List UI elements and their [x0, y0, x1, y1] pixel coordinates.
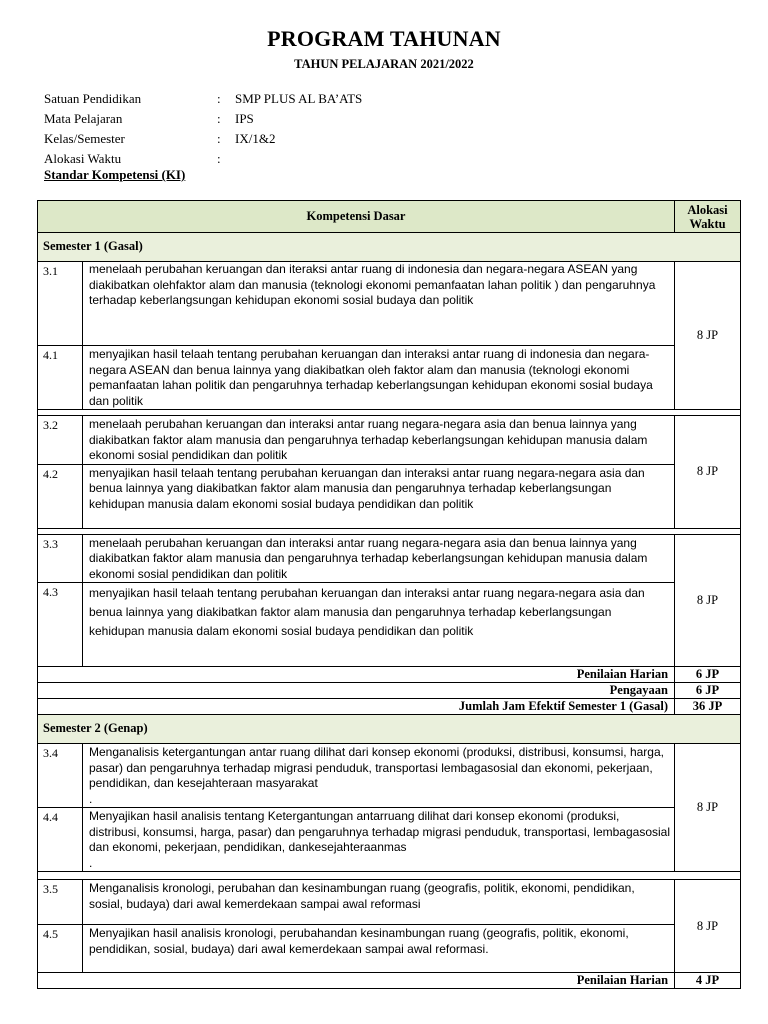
kd-number: 3.5 [38, 880, 83, 925]
summary-row [38, 683, 741, 699]
kd-text: menelaah perubahan keruangan dan interaksi antar ruang negara-negara asia dan benua lainnya yang diakibatkan faktor alam manusia dan pengaruhnya terhadap keberlangsungan kehidupan manusia dalam ekonomi sosial pendidikan dan politik [83, 416, 675, 465]
kd-text: menyajikan hasil telaah tentang perubahan keruangan dan interaksi antar ruang di indonesia dan negara-negara ASEAN dan benua lainnya yang diakibatkan oleh faktor alam dan manusia (teknologi ekonomi pemanfaatan lahan politik dan pengaruhnya terhadap keberlangsungan kehidupan ekonomi sosial budaya dan politik [83, 346, 675, 410]
info-label: Alokasi Waktu [44, 151, 122, 166]
kd-text: menyajikan hasil telaah tentang perubahan keruangan dan interaksi antar ruang negara-negara asia dan benua lainnya yang diakibatkan faktor alam manusia dan pengaruhnya terhadap keberlangsungan kehidupan manusia dalam ekonomi sosial budaya pendidikan dan politik [83, 464, 675, 528]
summary-row [38, 973, 741, 989]
kd-number: 3.1 [38, 262, 83, 346]
kd-text-cell [83, 744, 675, 808]
table-row [38, 925, 741, 973]
kd-number: 4.4 [38, 808, 83, 872]
kd-alloc: 8 JP [675, 744, 741, 872]
kd-number: 3.3 [38, 534, 83, 583]
kd-text: Menganalisis kronologi, perubahan dan kesinambungan ruang (geografis, politik, ekonomi, pendidikan, sosial, budaya) dari awal kemerdekaan sampai awal reformasi [83, 880, 675, 925]
kd-number: 4.3 [38, 583, 83, 667]
info-colon: : [217, 151, 221, 166]
kd-alloc: 8 JP [675, 880, 741, 973]
summary-value: 36 JP [675, 699, 741, 715]
kd-text-tail: . [89, 791, 93, 806]
kd-alloc: 8 JP [675, 534, 741, 667]
summary-row [38, 699, 741, 715]
ki-heading: Standar Kompetensi (KI) [44, 167, 186, 182]
summary-row [38, 667, 741, 683]
table-row [38, 464, 741, 528]
table-row [38, 534, 741, 583]
kd-number: 3.4 [38, 744, 83, 808]
summary-label: Pengayaan [38, 683, 675, 699]
table-row [38, 262, 741, 346]
table-header-row [38, 201, 741, 233]
info-value: IPS [235, 111, 254, 126]
semester-1-label: Semester 1 (Gasal) [38, 233, 741, 262]
info-label: Satuan Pendidikan [44, 91, 142, 106]
header-alokasi-waktu: Alokasi Waktu [675, 201, 741, 233]
kd-text: Menyajikan hasil analisis tentang Ketergantungan antarruang dilihat dari konsep ekonomi (produksi, distribusi, konsumsi, harga, pasar) dan pengaruhnya terhadap migrasi penduduk, transportasi, lembagasosial dan ekonomi, pekerjaan, pendidikan, dankesejahteraanmas [89, 809, 670, 854]
summary-label: Penilaian Harian [38, 973, 675, 989]
kd-text: Menyajikan hasil analisis kronologi, perubahandan kesinambungan ruang (geografis, politik, ekonomi, pendidikan, sosial, budaya) dari awal kemerdekaan sampai awal reformasi. [83, 925, 675, 973]
page-subtitle: TAHUN PELAJARAN 2021/2022 [294, 57, 474, 71]
kd-number: 3.2 [38, 416, 83, 465]
kd-number: 4.2 [38, 464, 83, 528]
table-row [38, 880, 741, 925]
summary-value: 6 JP [675, 667, 741, 683]
semester-row [38, 233, 741, 262]
spacer-row [38, 872, 741, 880]
kd-text: menelaah perubahan keruangan dan interaksi antar ruang negara-negara asia dan benua lainnya yang diakibatkan faktor alam manusia dan pengaruhnya terhadap keberlangsungan kehidupan manusia dalam ekonomi sosial pendidikan dan politik [83, 534, 675, 583]
summary-label: Jumlah Jam Efektif Semester 1 (Gasal) [38, 699, 675, 715]
table-row [38, 744, 741, 808]
kd-text: menyajikan hasil telaah tentang perubahan keruangan dan interaksi antar ruang negara-negara asia dan benua lainnya yang diakibatkan faktor alam manusia dan pengaruhnya terhadap keberlangsungan kehidupan manusia dalam ekonomi sosial budaya pendidikan dan politik [83, 583, 675, 667]
table-row [38, 346, 741, 410]
info-colon: : [217, 91, 221, 106]
info-value: IX/1&2 [235, 131, 276, 146]
semester-2-label: Semester 2 (Genap) [38, 715, 741, 744]
header-kompetensi-dasar: Kompetensi Dasar [38, 201, 675, 233]
summary-value: 6 JP [675, 683, 741, 699]
table-row [38, 583, 741, 667]
program-table [37, 200, 741, 989]
kd-text-tail: . [89, 855, 93, 870]
table-row [38, 808, 741, 872]
kd-number: 4.1 [38, 346, 83, 410]
kd-number: 4.5 [38, 925, 83, 973]
kd-text: Menganalisis ketergantungan antar ruang dilihat dari konsep ekonomi (produksi, distribusi, konsumsi, harga, pasar) dan pengaruhnya terhadap migrasi penduduk, transportasi lembagasosial dan ekonomi, pekerjaan, pendidikan, dan kesejahteraan masyarakat [89, 745, 664, 790]
info-colon: : [217, 111, 221, 126]
info-label: Kelas/Semester [44, 131, 125, 146]
kd-alloc: 8 JP [675, 262, 741, 410]
info-colon: : [217, 131, 221, 146]
table-row [38, 416, 741, 465]
summary-value: 4 JP [675, 973, 741, 989]
semester-row [38, 715, 741, 744]
info-label: Mata Pelajaran [44, 111, 123, 126]
page-title: PROGRAM TAHUNAN [267, 26, 501, 51]
kd-alloc: 8 JP [675, 416, 741, 529]
kd-text: menelaah perubahan keruangan dan iteraksi antar ruang di indonesia dan negara-negara ASEAN yang diakibatkan olehfaktor alam dan manusia (teknologi ekonomi pemanfaatan lahan politik ) dan pengaruhnya terhadap keberlangsungan kehidupan ekonomi sosial budaya dan politik [83, 262, 675, 346]
kd-text-cell [83, 808, 675, 872]
summary-label: Penilaian Harian [38, 667, 675, 683]
info-value: SMP PLUS AL BA’ATS [235, 91, 363, 106]
